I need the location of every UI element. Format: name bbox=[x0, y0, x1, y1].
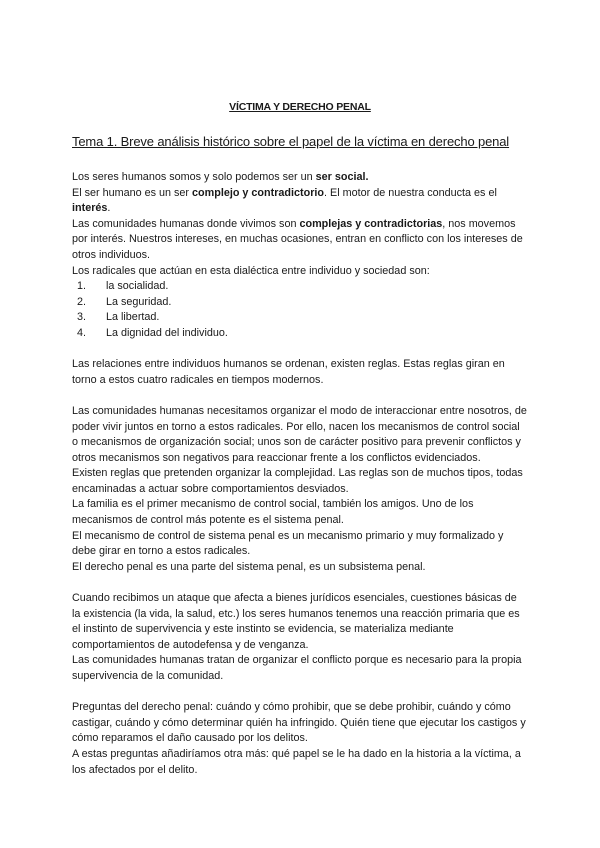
paragraph-comunidades: Las comunidades humanas tratan de organizar el conflicto porque es necesario para la propia supervivencia de la comunidad. bbox=[72, 654, 522, 682]
document-page bbox=[72, 100, 528, 778]
paragraph-derecho-penal: El derecho penal es una parte del sistema penal, es un subsistema penal. bbox=[72, 560, 426, 573]
list-item: 2. La seguridad. bbox=[76, 295, 172, 308]
paragraph-ataque: Cuando recibimos un ataque que afecta a bienes jurídicos esenciales, cuestiones básicas de la existencia (la vida, la salud, etc.) los seres humanos tenemos una reacción primaria que es el instinto de supervivencia y este instinto se evidencia, se materializa mediante comportamientos de autodefensa y de venganza. bbox=[72, 592, 520, 651]
paragraph-sistema-penal: El mecanismo de control de sistema penal es un mecanismo primario y muy formalizado y debe girar en torno a estos radicales. bbox=[72, 529, 504, 558]
intro-paragraph-4: Los radicales que actúan en esta dialéctica entre individuo y sociedad son: bbox=[72, 264, 430, 277]
paragraph-preguntas: Preguntas del derecho penal: cuándo y cómo prohibir, que se debe prohibir, cuándo y cómo castigar, cuándo y cómo determinar quién ha infringido. Quién tiene que ejecutar los castigos y cómo reparamos el daño causado por los delitos. bbox=[72, 701, 526, 745]
list-item: 3. La libertad. bbox=[76, 311, 160, 324]
paragraph-reglas-tipos: Existen reglas que pretenden organizar la complejidad. Las reglas son de muchos tipos, todas encaminadas a actuar sobre comportamientos desviados. bbox=[72, 467, 523, 495]
intro-paragraph-2: El ser humano es un ser complejo y contradictorio. El motor de nuestra conducta es el interés. bbox=[72, 186, 497, 215]
paragraph-reglas: Las relaciones entre individuos humanos se ordenan, existen reglas. Estas reglas giran en torno a estos cuatro radicales en tiempos modernos. bbox=[72, 358, 505, 386]
document-title: VÍCTIMA Y DERECHO PENAL bbox=[229, 101, 371, 113]
list-item: 4. La dignidad del individuo. bbox=[76, 326, 228, 339]
paragraph-control-social: Las comunidades humanas necesitamos organizar el modo de interaccionar entre nosotros, de poder vivir juntos en torno a estos radicales. Por ello, nacen los mecanismos de control social o mecanismos de organización social; unos son de carácter positivo para prevenir conflictos y otros mecanismos son negativos para reaccionar frente a los conflictos evidenciados. bbox=[72, 404, 527, 464]
intro-paragraph-1: Los seres humanos somos y solo podemos ser un ser social. bbox=[72, 171, 369, 183]
section-heading: Tema 1. Breve análisis histórico sobre el papel de la víctima en derecho penal bbox=[72, 134, 510, 149]
paragraph-familia: La familia es el primer mecanismo de control social, también los amigos. Uno de los mecanismos de control más potente es el sistema penal. bbox=[72, 498, 474, 527]
list-item: 1. la socialidad. bbox=[76, 280, 169, 293]
intro-paragraph-3: Las comunidades humanas donde vivimos son complejas y contradictorias, nos movemos por interés. Nuestros intereses, en muchas ocasiones, entran en conflicto con los intereses de otros individuos. bbox=[72, 217, 523, 261]
radicales-list bbox=[72, 279, 528, 341]
paragraph-victima: A estas preguntas añadiríamos otra más: qué papel se le ha dado en la historia a la víctima, a los afectados por el delito. bbox=[72, 747, 521, 776]
